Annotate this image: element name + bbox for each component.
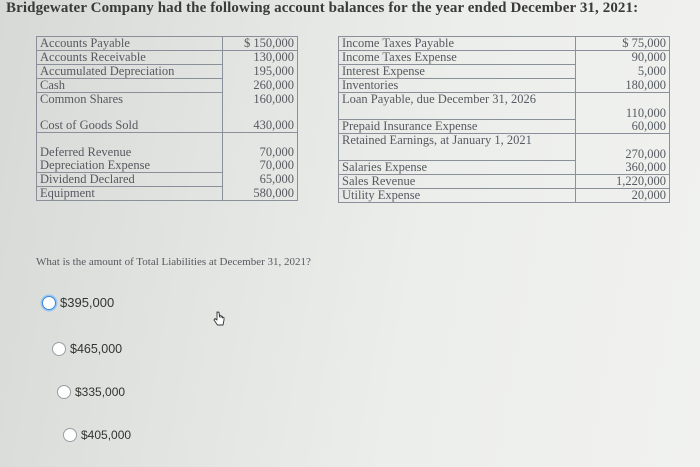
table-row (37, 79, 298, 93)
account-name: Common Shares (40, 92, 123, 106)
account-amount: 260,000 (222, 79, 297, 93)
table-row (339, 120, 670, 134)
account-amount: 5,000 (576, 65, 670, 79)
account-amount: 70,000 (222, 146, 297, 159)
account-name: Depreciation Expense (37, 159, 223, 173)
account-name: Accounts Receivable (37, 51, 223, 65)
account-name: Utility Expense (342, 188, 421, 202)
account-amount: 430,000 (222, 119, 297, 133)
account-name: Income Taxes Expense (339, 51, 576, 65)
account-name: Loan Payable, due December 31, 2026 (339, 93, 576, 120)
account-amount: 65,000 (222, 173, 297, 187)
account-name: Prepaid Insurance Expense (339, 120, 576, 134)
table-row (339, 134, 670, 161)
table-row (339, 51, 670, 65)
account-name: Retained Earnings, at January 1, 2021 (339, 134, 576, 161)
account-amount: 90,000 (576, 51, 670, 65)
account-name: Dividend Declared (37, 173, 223, 187)
account-name: Sales Revenue (339, 175, 576, 189)
option-label: $405,000 (81, 428, 132, 442)
answer-option-1[interactable] (42, 295, 114, 310)
account-name: Cash (37, 79, 223, 93)
account-amount: 130,000 (222, 51, 297, 65)
account-name: Salaries Expense (339, 161, 576, 175)
account-amount: $ 150,000 (222, 37, 297, 51)
table-row (37, 159, 298, 173)
account-amount: 20,000 (576, 189, 670, 203)
answer-option-3[interactable] (57, 385, 125, 399)
account-amount: 270,000 (576, 134, 670, 161)
option-label: $395,000 (60, 295, 115, 310)
account-amount: 60,000 (576, 120, 670, 134)
answer-option-2[interactable] (52, 342, 122, 356)
radio-button[interactable] (42, 296, 56, 310)
radio-button[interactable] (63, 428, 77, 442)
account-amount: 1,220,000 (576, 175, 670, 189)
account-amount: 180,000 (576, 79, 670, 93)
table-row (339, 175, 670, 189)
account-amount: 110,000 (576, 93, 670, 120)
right-accounts-table (338, 36, 670, 203)
table-row (339, 79, 670, 93)
account-amount: 160,000 (222, 93, 297, 107)
account-amount: 70,000 (222, 159, 297, 173)
account-name: Income Taxes Payable (339, 37, 576, 51)
option-label: $465,000 (70, 342, 123, 356)
radio-button[interactable] (52, 342, 66, 356)
table-row (339, 93, 670, 120)
account-amount: 580,000 (222, 187, 297, 201)
account-name: Interest Expense (339, 65, 576, 79)
question-text: What is the amount of Total Liabilities at December 31, 2021? (36, 256, 311, 268)
table-row (37, 119, 298, 133)
option-label: $335,000 (75, 385, 126, 399)
account-name: Equipment (40, 186, 95, 200)
account-amount: 360,000 (576, 161, 670, 175)
table-row (339, 65, 670, 79)
radio-button[interactable] (57, 385, 71, 399)
account-amount: $ 75,000 (576, 37, 670, 51)
account-name: Accounts Payable (37, 37, 223, 51)
account-amount: 195,000 (222, 65, 297, 79)
table-row (37, 65, 298, 79)
table-row (37, 187, 298, 201)
table-row (37, 51, 298, 65)
hand-cursor-icon (212, 311, 226, 327)
table-row (339, 189, 670, 203)
table-row (339, 37, 670, 51)
table-row (37, 37, 298, 51)
account-name: Deferred Revenue (40, 145, 132, 159)
account-name: Cost of Goods Sold (37, 119, 223, 133)
table-row (37, 93, 298, 107)
account-name: Accumulated Depreciation (37, 65, 223, 79)
account-name: Inventories (339, 79, 576, 93)
answer-option-4[interactable] (63, 428, 131, 442)
question-header: Bridgewater Company had the following account balances for the year ended December 31, 2021: (6, 0, 639, 16)
left-accounts-table (36, 36, 298, 201)
table-row (339, 161, 670, 175)
table-row (37, 173, 298, 187)
